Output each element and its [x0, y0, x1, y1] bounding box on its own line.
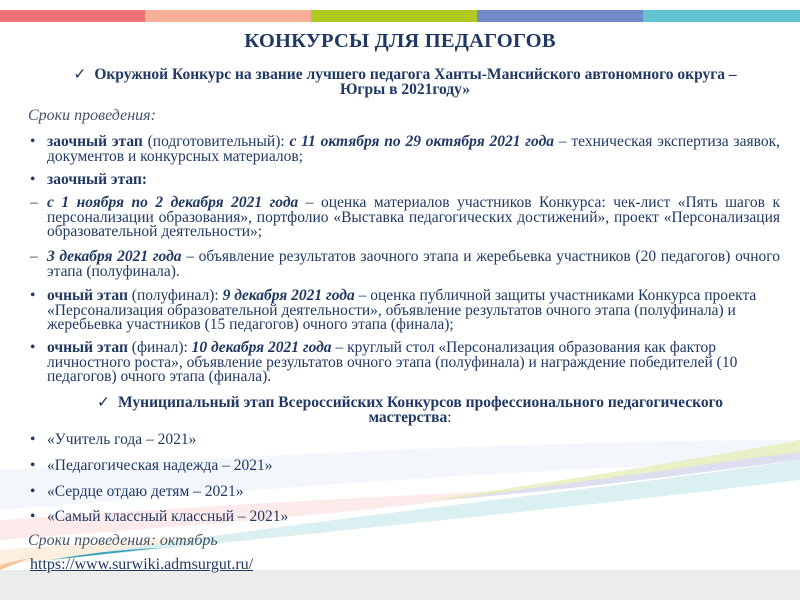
bullet-icon: • — [30, 431, 36, 448]
dates-label: Сроки проведения: — [28, 107, 156, 124]
contest-item: • «Самый классный классный – 2021» — [30, 508, 289, 525]
list-item: • очный этап (полуфинал): 9 декабря 2021 года – оценка публичной защиты участниками Конкурса проекта «Персонализация образовательной деятельности», объявление результатов очного этапа (полуфинала) и жеребьевка участников (15 педагогов) очного этапа (финала); — [30, 287, 757, 333]
stage-date: 9 декабря 2021 года — [222, 287, 355, 304]
bullet-icon: • — [30, 508, 36, 525]
stage-label: заочный этап: — [47, 171, 148, 188]
stage-label: очный этап — [47, 287, 128, 304]
contest-item: • «Педагогическая надежда – 2021» — [30, 457, 273, 474]
dash-icon: – — [30, 248, 38, 265]
stage-label: очный этап — [47, 339, 128, 356]
section2-heading: ✓ Муниципальный этап Всероссийских Конкурсов профессионального педагогического мастерства: — [97, 394, 723, 426]
bullet-icon: • — [30, 133, 36, 150]
bullet-icon: • — [30, 287, 36, 304]
stage-date: 10 декабря 2021 года — [191, 339, 332, 356]
list-item: – 3 декабря 2021 года – объявление результатов заочного этапа и жеребьевка участников (20 педагогов) очного этапа (полуфинала). — [30, 248, 780, 280]
checkmark-icon: ✓ — [73, 66, 87, 83]
bullet-icon: • — [30, 457, 36, 474]
stage-date: с 11 октября по 29 октября 2021 года — [289, 133, 555, 150]
bullet-icon: • — [30, 171, 36, 188]
stage-date: 3 декабря 2021 года — [47, 248, 182, 265]
contest-item: • «Учитель года – 2021» — [30, 431, 197, 448]
dash-icon: – — [30, 194, 38, 211]
stage-date: с 1 ноября по 2 декабря 2021 года — [47, 194, 299, 211]
section1-heading-line1: Окружной Конкурс на звание лучшего педагога Ханты-Мансийского автономного округа – — [94, 66, 737, 83]
section2-heading-line2: мастерства — [368, 409, 448, 426]
page-title: КОНКУРСЫ ДЛЯ ПЕДАГОГОВ — [244, 30, 556, 52]
section1-heading — [40, 67, 770, 97]
bullet-icon: • — [30, 483, 36, 500]
list-item: • заочный этап (подготовительный): с 11 октября по 29 октября 2021 года – техническая экспертиза заявок, документов и конкурсных материалов; — [30, 133, 780, 165]
checkmark-icon: ✓ — [97, 394, 110, 411]
section1-heading-line2: Югры в 2021году» — [339, 81, 471, 98]
website-link[interactable]: https://www.surwiki.admsurgut.ru/ — [30, 556, 254, 573]
dates-label-october: Сроки проведения: октябрь — [28, 532, 218, 549]
section2-heading-line1: Муниципальный этап Всероссийских Конкурсов профессионального педагогического — [118, 394, 723, 411]
bullet-icon: • — [30, 339, 36, 356]
list-item: – с 1 ноября по 2 декабря 2021 года – оценка материалов участников Конкурса: чек-лист «Пять шагов к персонализации образования», портфолио «Выставка педагогических достижений», проект «Персонализация образовательной деятельности»; — [30, 194, 780, 240]
stage-label: заочный этап — [47, 133, 143, 150]
list-item: • очный этап (финал): 10 декабря 2021 года – круглый стол «Персонализация образования как фактор личностного роста», объявление результатов очного этапа (полуфинала) и награждение победителей (10 педагогов) очного этапа (финала). — [30, 339, 738, 385]
contest-item: • «Сердце отдаю детям – 2021» — [30, 483, 244, 500]
list-item — [30, 173, 780, 188]
